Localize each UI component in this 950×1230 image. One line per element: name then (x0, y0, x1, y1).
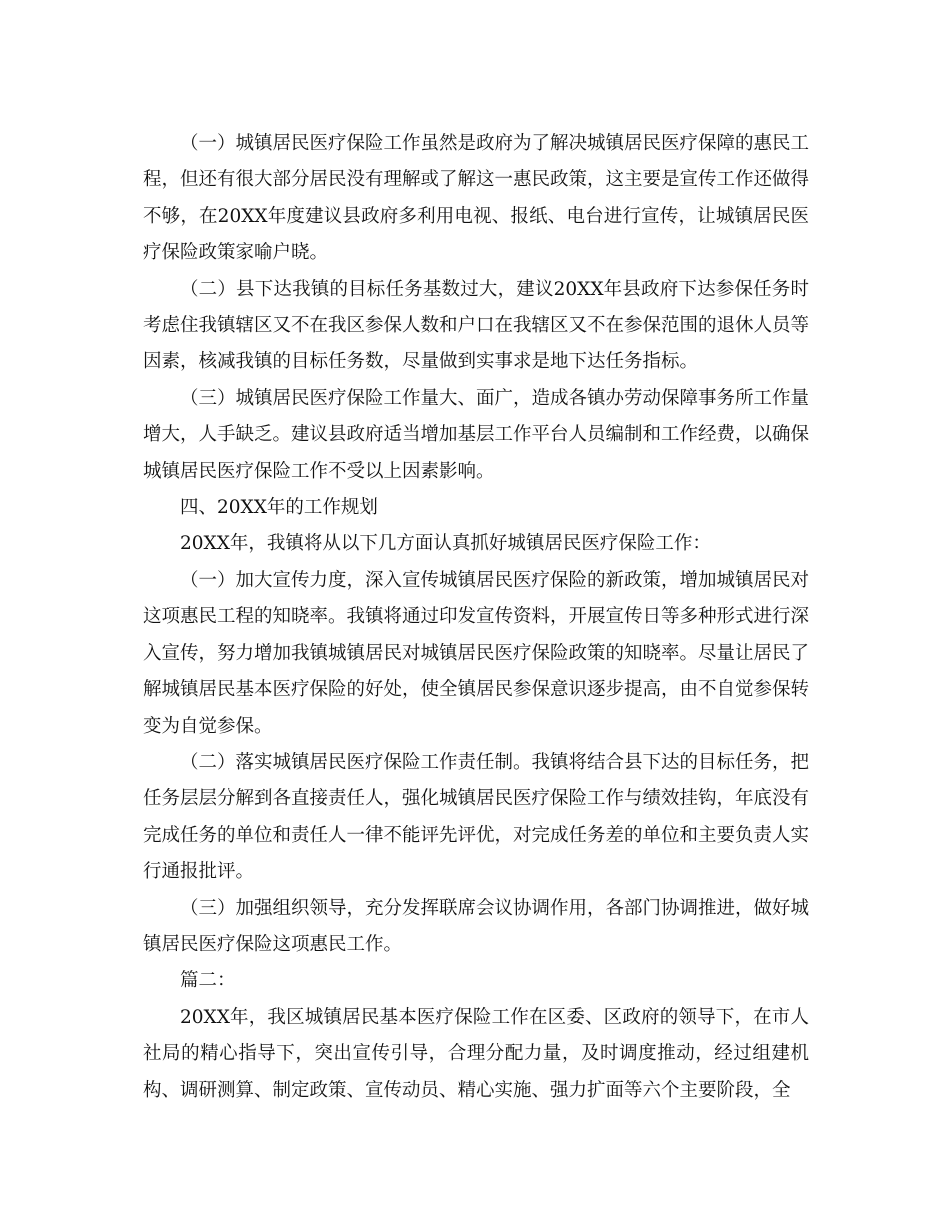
paragraph-plan-3: （三）加强组织领导，充分发挥联席会议协调作用，各部门协调推进，做好城镇居民医疗保险这项惠民工作。 (143, 897, 810, 955)
section-heading: 四、20XX年的工作规划 (180, 497, 378, 519)
paragraph-2: （二）县下达我镇的目标任务基数过大，建议20XX年县政府下达参保任务时考虑住我镇辖区又不在我区参保人数和户口在我辖区又不在参保范围的退休人员等因素，核减我镇的目标任务数，尽量做到实事求是地下达任务指标。 (143, 278, 810, 373)
chapter-heading: 篇二： (180, 970, 236, 992)
paragraph-3: （三）城镇居民医疗保险工作量大、面广，造成各镇办劳动保障事务所工作量增大，人手缺乏。建议县政府适当增加基层工作平台人员编制和工作经费，以确保城镇居民医疗保险工作不受以上因素影响。 (143, 387, 810, 482)
paragraph-intro: 20XX年，我镇将从以下几方面认真抓好城镇居民医疗保险工作： (180, 533, 711, 555)
paragraph-1: （一）城镇居民医疗保险工作虽然是政府为了解决城镇居民医疗保障的惠民工程，但还有很大部分居民没有理解或了解这一惠民政策，这主要是宣传工作还做得不够，在20XX年度建议县政府多利用电视、报纸、电台进行宣传，让城镇居民医疗保险政策家喻户晓。 (143, 133, 810, 264)
paragraph-chapter-2: 20XX年，我区城镇居民基本医疗保险工作在区委、区政府的领导下，在市人社局的精心指导下，突出宣传引导，合理分配力量，及时调度推动，经过组建机构、调研测算、制定政策、宣传动员、精心实施、强力扩面等六个主要阶段，全 (143, 1006, 809, 1101)
document-body (143, 126, 809, 1109)
paragraph-plan-1: （一）加大宣传力度，深入宣传城镇居民医疗保险的新政策，增加城镇居民对这项惠民工程的知晓率。我镇将通过印发宣传资料，开展宣传日等多种形式进行深入宣传，努力增加我镇城镇居民对城镇居民医疗保险政策的知晓率。尽量让居民了解城镇居民基本医疗保险的好处，使全镇居民参保意识逐步提高，由不自觉参保转变为自觉参保。 (143, 569, 810, 737)
paragraph-plan-2: （二）落实城镇居民医疗保险工作责任制。我镇将结合县下达的目标任务，把任务层层分解到各直接责任人，强化城镇居民医疗保险工作与绩效挂钩，年底没有完成任务的单位和责任人一律不能评先评优，对完成任务差的单位和主要负责人实行通报批评。 (143, 751, 810, 883)
